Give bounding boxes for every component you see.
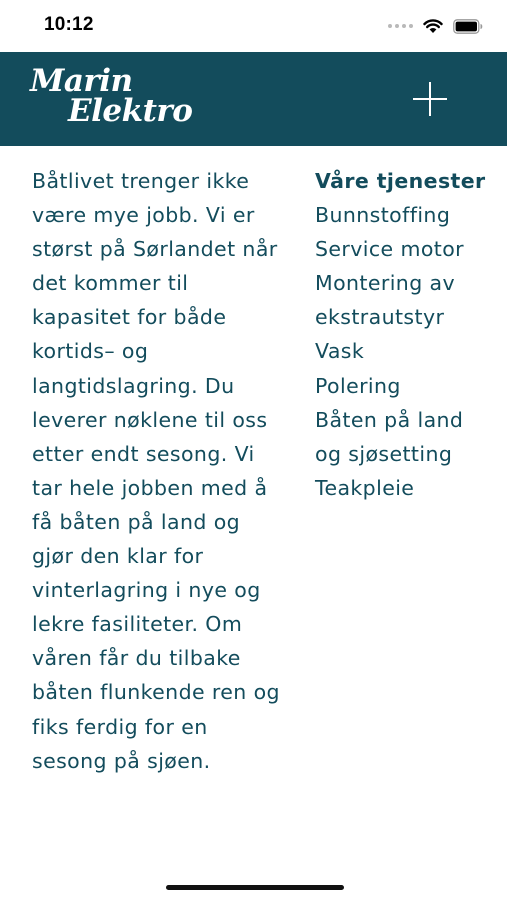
- logo-text-line2: Elektro: [68, 93, 193, 129]
- status-bar: [0, 0, 507, 52]
- service-item-polering[interactable]: Polering: [315, 373, 401, 398]
- intro-text: Båtlivet trenger ikke være mye jobb. Vi er størst på Sørlandet når det kommer til kapasitet for både kortids– og langtidslagring. Du leverer nøklene til oss etter endt sesong. Vi tar hele jobben med å få båten på land og gjør den klar for vinterlagring i nye og lekre fasiliteter. Om våren får du tilbake båten flunkende ren og fiks ferdig for en sesong på sjøen.: [32, 169, 280, 773]
- status-icons: [388, 16, 483, 36]
- site-header: [0, 52, 507, 146]
- menu-toggle-button[interactable]: [411, 80, 449, 118]
- signal-dots-icon: [388, 24, 413, 28]
- main-content: [0, 146, 507, 862]
- service-item-service-motor[interactable]: Service motor: [315, 237, 465, 262]
- services-list: [315, 198, 495, 505]
- services-section: [315, 164, 495, 505]
- service-item-bunnstoffing[interactable]: Bunnstoffing: [315, 203, 451, 228]
- wifi-icon: [423, 19, 443, 34]
- service-item-baten-pa-land[interactable]: Båten på land og sjøsetting: [315, 407, 464, 466]
- battery-icon: [453, 19, 483, 34]
- marin-elektro-logo[interactable]: [30, 63, 193, 129]
- service-item-vask[interactable]: Vask: [315, 339, 365, 364]
- service-item-montering[interactable]: Montering av ekstrautstyr: [315, 271, 456, 330]
- services-heading: Våre tjenester: [315, 169, 486, 193]
- service-item-teakpleie[interactable]: Teakpleie: [315, 475, 415, 500]
- status-time: 10:12: [44, 14, 94, 35]
- home-indicator[interactable]: [166, 885, 344, 890]
- logo-text-line1: Marin: [30, 63, 133, 99]
